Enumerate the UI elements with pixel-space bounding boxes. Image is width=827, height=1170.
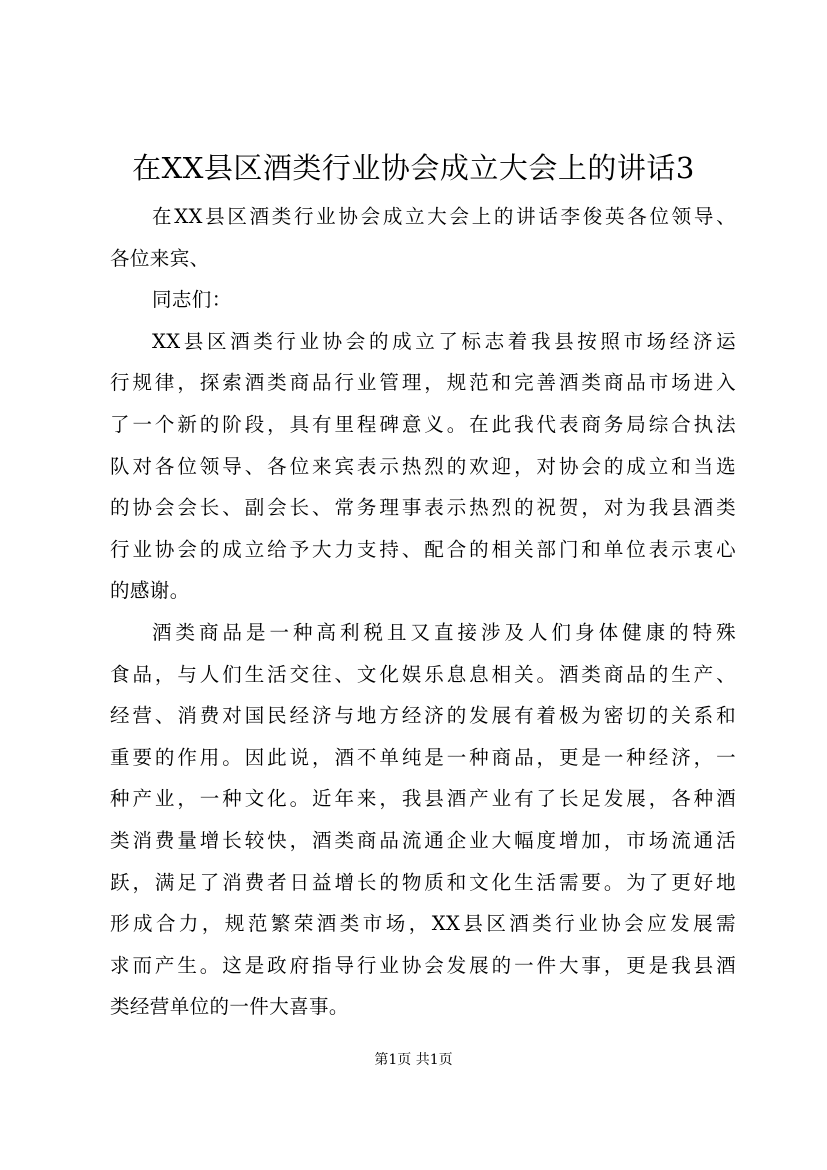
paragraph-line: 队对各位领导、各位来宾表示热烈的欢迎，对协会的成立和当选	[110, 454, 736, 478]
paragraph-line: 类消费量增长较快，酒类商品流通企业大幅度增加，市场流通活	[110, 828, 736, 852]
paragraph-line: 酒类商品是一种高利税且又直接涉及人们身体健康的特殊	[152, 620, 736, 644]
paragraph-line: 同志们：	[152, 288, 232, 312]
paragraph-line: 形成合力，规范繁荣酒类市场，XX县区酒类行业协会应发展需	[110, 912, 736, 936]
paragraph-line: 行业协会的成立给予大力支持、配合的相关部门和单位表示衷心	[110, 537, 736, 561]
paragraph-salutation	[110, 279, 736, 321]
paragraph-greeting	[110, 196, 736, 279]
paragraph-association-founding	[110, 321, 736, 612]
paragraph-line: 跃，满足了消费者日益增长的物质和文化生活需要。为了更好地	[110, 870, 736, 894]
paragraph-line: 在XX县区酒类行业协会成立大会上的讲话李俊英各位领导、	[152, 205, 736, 228]
paragraph-line: 重要的作用。因此说，酒不单纯是一种商品，更是一种经济，一	[110, 745, 736, 769]
paragraph-line: 种产业，一种文化。近年来，我县酒产业有了长足发展，各种酒	[110, 787, 736, 811]
paragraph-line: 了一个新的阶段，具有里程碑意义。在此我代表商务局综合执法	[110, 412, 736, 436]
paragraph-liquor-industry	[110, 612, 736, 1028]
document-body	[110, 196, 736, 1028]
paragraph-line: 经营、消费对国民经济与地方经济的发展有着极为密切的关系和	[110, 704, 736, 728]
document-title: 在XX县区酒类行业协会成立大会上的讲话3	[132, 151, 695, 185]
paragraph-line: 食品，与人们生活交往、文化娱乐息息相关。酒类商品的生产、	[110, 662, 736, 686]
paragraph-line: 类经营单位的一件大喜事。	[110, 995, 349, 1019]
page-footer: 第1页 共1页	[374, 1052, 453, 1068]
paragraph-line: 的协会会长、副会长、常务理事表示热烈的祝贺，对为我县酒类	[110, 496, 736, 520]
paragraph-line: 求而产生。这是政府指导行业协会发展的一件大事，更是我县酒	[110, 953, 736, 977]
paragraph-line: 的感谢。	[110, 579, 190, 603]
paragraph-line: XX县区酒类行业协会的成立了标志着我县按照市场经济运	[152, 329, 736, 353]
paragraph-line: 行规律，探索酒类商品行业管理，规范和完善酒类商品市场进入	[110, 371, 736, 395]
paragraph-line: 各位来宾、	[110, 246, 210, 270]
